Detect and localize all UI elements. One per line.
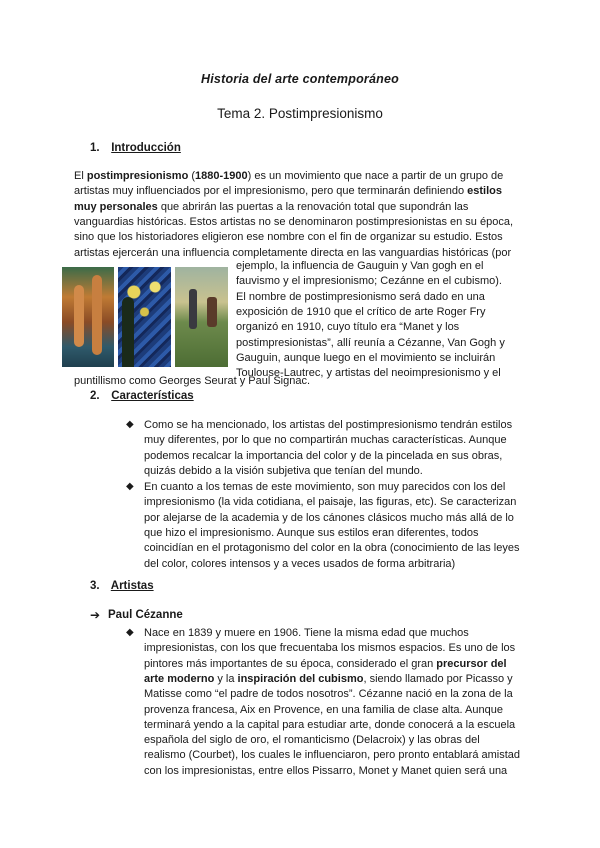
section-number: 2.	[90, 390, 100, 402]
intro-wrap-line: fauvismo y el impresionismo; Cezánne en el cubismo).	[236, 275, 502, 288]
intro-line: El postimpresionismo (1880-1900) es un movimiento que nace a partir de un grupo de	[74, 170, 504, 182]
artist-name: Paul Cézanne	[108, 609, 183, 621]
seurat-painting-image	[175, 267, 228, 367]
bullet-line: terminará yendo a la capital para estudiar arte, donde conocerá a la escuela	[144, 718, 516, 731]
intro-line: artistas muy influenciados por el impresionismo, pero que terminarán definiendo estilos	[74, 185, 503, 198]
intro-wrap-line: postimpresionistas”, allí reunía a Cézanne, Van Gogh y	[236, 336, 505, 349]
diamond-bullet-icon: ◆	[126, 419, 134, 430]
bullet-line: realismo (Courbet), los cuales le influenciaron, pero pronto entablará amistad	[144, 749, 521, 762]
bullet-line: que hizo el impresionismo. Aunque sus estilos eran diferentes, todos	[144, 526, 479, 539]
intro-line: vanguardias históricas. Estos artistas no se denominaron postimpresionistas en su época,	[74, 215, 514, 228]
bullet-line: quizás debido a la visión subjetiva que tenían del mundo.	[144, 464, 423, 477]
bullet-line: muy diferentes, por lo que no compartirán muchas características. Aunque	[144, 434, 507, 447]
intro-line: muy personales que abrirán las puertas a la renovación total que supondrán las	[74, 200, 469, 213]
section-heading-artists	[90, 580, 154, 592]
bullet-line: española del siglo de oro, el romanticismo (Delacroix) y las obras del	[144, 734, 480, 747]
bullet-line: Nace en 1839 y muere en 1906. Tiene la misma edad que muchos	[144, 627, 469, 639]
starry-night-painting-image	[118, 267, 171, 367]
intro-wrap-line: Gauguin, aunque luego en el movimiento se incluirán	[236, 351, 496, 364]
intro-wrap-line: organizó en 1910, cuyo título era “Manet y los	[236, 321, 460, 334]
bullet-line: Matisse como “el padre de todos nosotros”. Cézanne nació en la zona de la	[144, 688, 513, 701]
intro-line: sino que los historiadores eligieron ese nombre con el fin de organizar su estudio. Estos	[74, 231, 503, 244]
intro-wrap-line: ejemplo, la influencia de Gauguin y Van gogh en el	[236, 260, 484, 272]
bullet-line: del color, colores intensos y a veces usados de forma arbitraria)	[144, 557, 456, 570]
document-subtitle: Tema 2. Postimpresionismo	[217, 106, 383, 121]
bullet-line: En cuanto a los temas de este movimiento, son muy parecidos con los del	[144, 481, 506, 493]
bullet-line: coincidían en el protagonismo del color en la obra (conocimiento de las leyes	[144, 542, 520, 555]
bullet-line: podemos recalcar la importancia del color y de la pincelada en sus obras,	[144, 449, 503, 462]
document-title: Historia del arte contemporáneo	[201, 72, 399, 86]
bullet-line: impresionismo (la vida cotidiana, el paisaje, las figuras, etc). Se caracterizan	[144, 496, 517, 509]
diamond-bullet-icon: ◆	[126, 481, 134, 492]
intro-last-line: puntillismo como Georges Seurat y Paul Signac.	[74, 375, 311, 387]
bullet-line: provenza francesa, Aix en Provence, en una familia de clase alta. Aunque	[144, 703, 503, 716]
intro-wrap-line: El nombre de postimpresionismo será dado en una	[236, 290, 485, 303]
section-title: Características	[111, 390, 194, 402]
bullet-line: arte moderno y la inspiración del cubismo, siendo llamado por Picasso y	[144, 672, 513, 685]
section-number: 3.	[90, 580, 100, 592]
section-title: Artistas	[110, 580, 154, 592]
intro-wrap-line: exposición de 1910 que el crítico de arte Roger Fry	[236, 305, 486, 318]
bullet-line: por alejarse de la academia y de los cánones clásicos mucho más allá de lo	[144, 511, 514, 524]
section-heading-intro	[90, 142, 181, 154]
bullet-line: pintores más importantes de su época, considerado el gran precursor del	[144, 657, 507, 670]
arrow-icon: ➔	[90, 608, 101, 622]
bullet-line: impresionistas, con los que frecuentaba los mismos espacios. Es uno de los	[144, 642, 516, 655]
gauguin-painting-image	[62, 267, 114, 367]
section-heading-features	[90, 390, 194, 402]
section-title: Introducción	[111, 142, 181, 154]
intro-wrap-line: Toulouse-Lautrec, y artistas del neoimpresionismo y el	[236, 367, 501, 380]
diamond-bullet-icon: ◆	[126, 627, 134, 638]
section-number: 1.	[90, 142, 100, 154]
intro-line: artistas ejercerán una influencia completamente directa en las vanguardias históricas (por	[74, 246, 512, 259]
bullet-line: Como se ha mencionado, los artistas del postimpresionismo tendrán estilos	[144, 419, 513, 431]
bullet-line: con los impresionistas, entre ellos Pissarro, Monet y Manet quien será una	[144, 764, 508, 777]
